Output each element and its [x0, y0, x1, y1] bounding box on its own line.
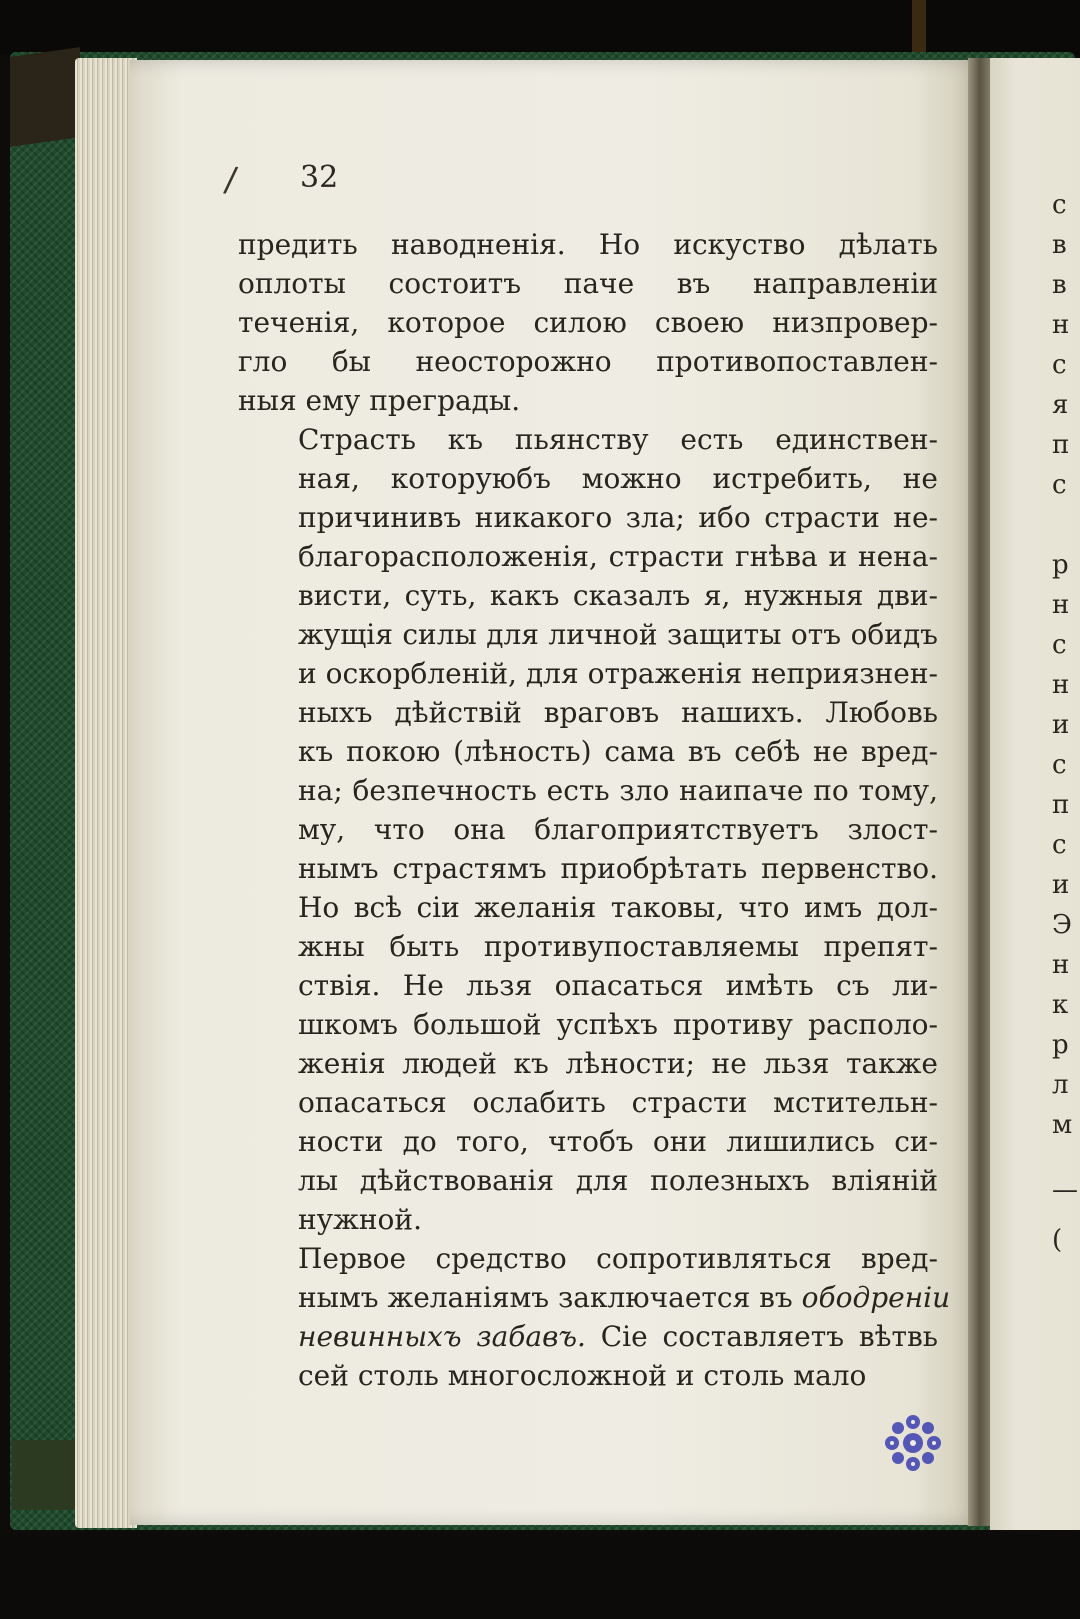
paragraph	[238, 420, 938, 1239]
paragraph	[238, 225, 938, 420]
text-line: нымъ желаніямъ заключается въ ободреніи	[298, 1281, 951, 1314]
facing-page-letter: л	[1052, 1070, 1069, 1100]
facing-page-letter: с	[1052, 750, 1067, 780]
paragraph	[238, 1239, 951, 1395]
text-line: шкомъ большой успѣхъ противу располо-	[298, 1008, 938, 1041]
background-bottom	[0, 1535, 1080, 1619]
text-line: ности до того, чтобъ они лишились си-	[298, 1125, 938, 1158]
text-line: Первое средство сопротивляться вред-	[298, 1242, 938, 1275]
bookmark-strip	[912, 0, 926, 60]
facing-page-letter: и	[1052, 710, 1070, 740]
text-line: оплоты состоитъ паче въ направленіи	[238, 267, 938, 300]
facing-page-letter: н	[1052, 310, 1070, 340]
text-line: нужной.	[298, 1203, 422, 1236]
text-line: ствія. Не льзя опасаться имѣть съ ли-	[298, 969, 938, 1002]
text-line: лы дѣйствованія для полезныхъ вліяній	[298, 1164, 938, 1197]
text-line: жны быть противупоставляемы препят-	[298, 930, 938, 963]
text-line: причинивъ никакого зла; ибо страсти не-	[298, 501, 938, 534]
text-line: опасаться ослабить страсти мстительн-	[298, 1086, 938, 1119]
text-line: благорасположенія, страсти гнѣва и нена-	[298, 540, 938, 573]
page-body-text	[238, 225, 951, 1395]
text-line: на; безпечность есть зло наипаче по тому,	[298, 774, 938, 807]
facing-page-letter: м	[1052, 1110, 1073, 1140]
pencil-mark: /	[222, 159, 240, 201]
facing-page-letter: с	[1052, 470, 1067, 500]
cover-corner-top	[10, 47, 80, 147]
facing-page-letter: в	[1052, 270, 1067, 300]
text-line: гло бы неосторожно противопоставлен-	[238, 345, 938, 378]
text-line: сей столь многосложной и столь мало	[298, 1359, 867, 1392]
facing-page-letter: с	[1052, 350, 1067, 380]
page-number: 32	[300, 160, 339, 195]
text-line: жущія силы для личной защиты отъ обидъ	[298, 618, 938, 651]
text-line: и оскорбленій, для отраженія неприязнен-	[298, 657, 938, 690]
text-line: теченія, которое силою своею низпровер-	[238, 306, 938, 339]
facing-page-letter: и	[1052, 870, 1070, 900]
facing-page-letter: н	[1052, 670, 1070, 700]
facing-page-letter: (	[1052, 1225, 1063, 1255]
facing-page-letter: н	[1052, 590, 1070, 620]
facing-page-letter: в	[1052, 230, 1067, 260]
facing-page-letter: я	[1052, 390, 1069, 420]
facing-page-letter: Э	[1052, 910, 1072, 940]
facing-page-letter: с	[1052, 190, 1067, 220]
text-line: висти, суть, какъ сказалъ я, нужныя дви-	[298, 579, 938, 612]
text-line: ныя ему преграды.	[238, 384, 521, 417]
facing-page-letter: р	[1052, 550, 1069, 580]
facing-page-letter: с	[1052, 630, 1067, 660]
facing-page-letter: с	[1052, 830, 1067, 860]
facing-page-letter: п	[1052, 430, 1070, 460]
text-line: предить наводненія. Но искуство дѣлать	[238, 228, 938, 261]
text-line: му, что она благоприятствуетъ злост-	[298, 813, 938, 846]
text-line: Страсть къ пьянству есть единствен-	[298, 423, 938, 456]
facing-page-letter: к	[1052, 990, 1069, 1020]
text-line: ная, которуюбъ можно истребить, не	[298, 462, 938, 495]
facing-page-letter: п	[1052, 790, 1070, 820]
text-line: нымъ страстямъ приобрѣтать первенство.	[298, 852, 938, 885]
library-stamp-icon	[880, 1410, 946, 1476]
facing-page-letter: р	[1052, 1030, 1069, 1060]
page-edges	[75, 58, 137, 1528]
facing-page-letter: н	[1052, 950, 1070, 980]
text-line: ныхъ дѣйствій враговъ нашихъ. Любовь	[298, 696, 938, 729]
facing-page-letter: —	[1052, 1175, 1078, 1205]
text-line: Но всѣ сіи желанія таковы, что имъ дол-	[298, 891, 938, 924]
text-line: невинныхъ забавъ. Сіе составляетъ вѣтвь	[298, 1320, 938, 1353]
text-line: къ покою (лѣность) сама въ себѣ не вред-	[298, 735, 938, 768]
text-line: женія людей къ лѣности; не льзя также	[298, 1047, 938, 1080]
